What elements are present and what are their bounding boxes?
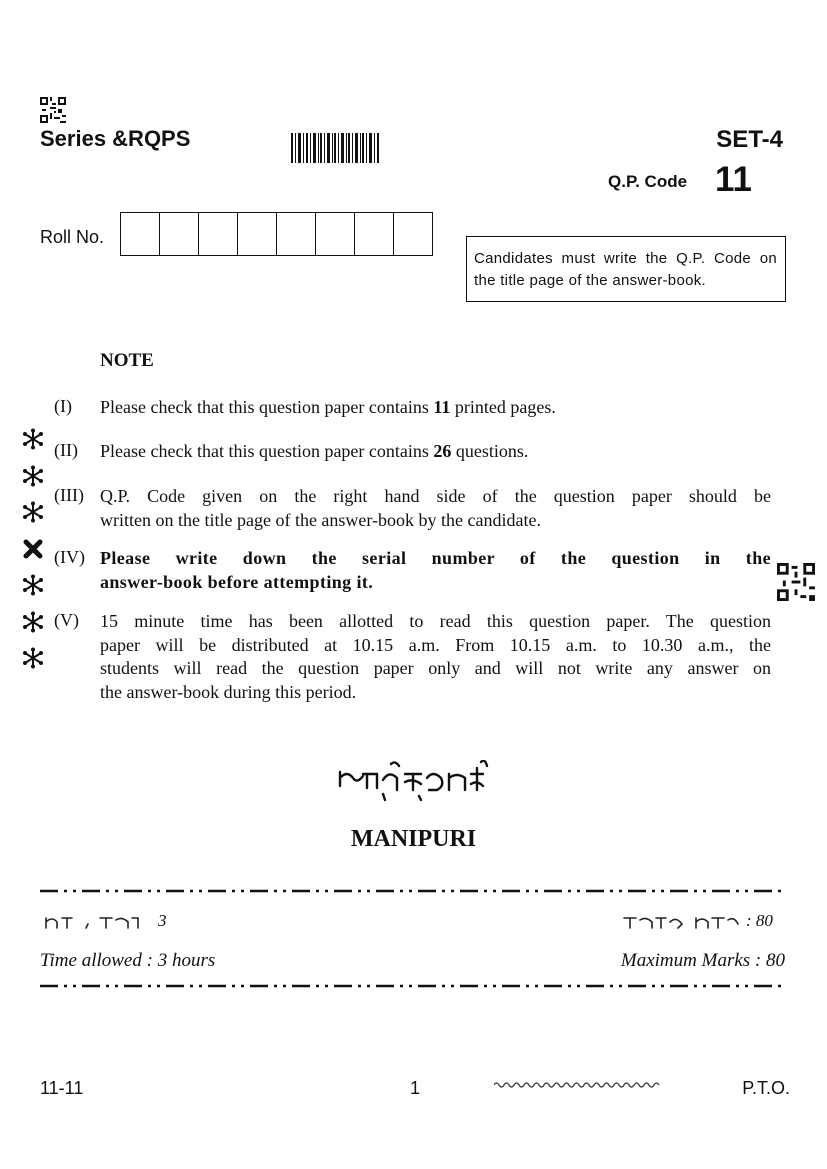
note-line: the answer-book during this period. <box>100 681 357 702</box>
note-line: paper will be distributed at 10.15 a.m. From 10.15 a.m. to 10.30 a.m., the <box>100 634 771 655</box>
footer-paper-code: 11-11 <box>40 1078 84 1098</box>
manipuri-script-title <box>0 760 827 806</box>
note-item-text <box>100 610 771 704</box>
qr-code-icon <box>777 563 815 601</box>
divider <box>40 889 786 893</box>
cross-icon <box>22 538 44 560</box>
note-item-text <box>100 440 771 464</box>
asterisk-icon <box>22 465 44 487</box>
barcode-icon <box>291 133 379 163</box>
note-bold-value: 11 <box>433 397 451 417</box>
note-item-number: (II) <box>54 440 78 460</box>
note-text: Please check that this question paper contains <box>100 441 434 461</box>
set-label: SET-4 <box>716 126 783 153</box>
qp-code-value: 11 <box>715 160 752 199</box>
note-line: answer-book before attempting it. <box>100 571 374 592</box>
note-item-text <box>100 396 771 420</box>
security-marks <box>22 428 44 684</box>
manipuri-marks-label <box>620 912 750 934</box>
note-text: printed pages. <box>450 397 556 417</box>
roll-number-box[interactable] <box>160 213 199 255</box>
wavy-line-icon <box>494 1080 662 1090</box>
divider <box>40 984 786 988</box>
please-turn-over: P.T.O. <box>742 1078 790 1098</box>
asterisk-icon <box>22 574 44 596</box>
note-item-number: (V) <box>54 610 79 630</box>
roll-number-box[interactable] <box>238 213 277 255</box>
note-text: questions. <box>451 441 529 461</box>
note-item-number: (III) <box>54 485 84 505</box>
note-line: students will read the question paper only and will not write any answer on <box>100 658 771 678</box>
asterisk-icon <box>22 501 44 523</box>
roll-number-box[interactable] <box>355 213 394 255</box>
roll-number-box[interactable] <box>394 213 432 255</box>
asterisk-icon <box>22 428 44 450</box>
roll-number-box[interactable] <box>121 213 160 255</box>
note-line: Please write down the serial number of the question in the <box>100 548 771 568</box>
note-item-text <box>100 485 771 532</box>
asterisk-icon <box>22 611 44 633</box>
roll-number-label: Roll No. <box>40 227 105 247</box>
note-line: Q.P. Code given on the right hand side of the question paper should be <box>100 486 771 506</box>
note-text: Please check that this question paper contains <box>100 397 434 417</box>
note-bold-value: 26 <box>433 441 452 461</box>
note-item-text <box>100 547 771 594</box>
manipuri-marks-value: : 80 <box>746 911 773 930</box>
manipuri-meta-row <box>40 910 786 934</box>
manipuri-time-label <box>40 912 160 934</box>
asterisk-icon <box>22 647 44 669</box>
maximum-marks: Maximum Marks : 80 <box>620 950 785 971</box>
qr-code-icon <box>40 97 66 123</box>
roll-number-boxes[interactable] <box>120 212 433 256</box>
subject-title: MANIPURI <box>350 826 477 852</box>
candidate-notice: Candidates must write the Q.P. Code on the title page of the answer-book. <box>466 236 786 302</box>
note-heading: NOTE <box>100 350 154 371</box>
note-item-number: (I) <box>54 396 72 416</box>
roll-number-box[interactable] <box>316 213 355 255</box>
note-line: written on the title page of the answer-book by the candidate. <box>100 509 541 530</box>
qp-code-label: Q.P. Code <box>608 172 688 191</box>
manipuri-time-value: 3 <box>158 911 167 930</box>
roll-number-box[interactable] <box>277 213 316 255</box>
roll-number-box[interactable] <box>199 213 238 255</box>
page-number: 1 <box>410 1078 421 1098</box>
time-allowed: Time allowed : 3 hours <box>40 950 216 971</box>
series-label: Series &RQPS <box>40 126 191 151</box>
note-item-number: (IV) <box>54 547 85 567</box>
note-line: 15 minute time has been allotted to read this question paper. The question <box>100 611 771 631</box>
